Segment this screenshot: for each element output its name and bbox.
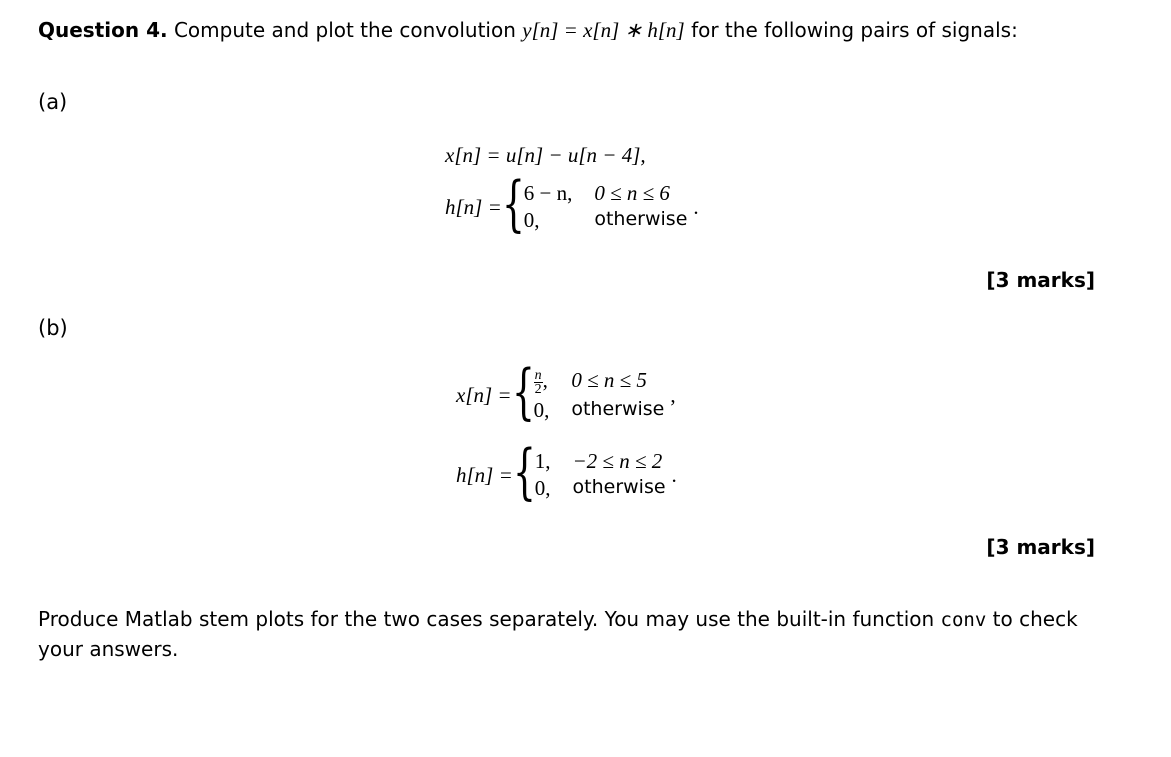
part-b-h-case-2-value: 0, [534, 476, 551, 500]
part-a-marks: [3 marks] [986, 268, 1095, 292]
part-b-x-cases [534, 368, 665, 423]
part-b-x-trail: , [670, 382, 676, 407]
part-b-h-cases [535, 449, 666, 501]
question-heading [38, 18, 1018, 43]
part-b-h-definition [456, 437, 677, 507]
part-a-label: (a) [38, 90, 68, 114]
part-a-h-case-1-value: 6 − n, [523, 181, 573, 205]
part-b-x-case-1-suffix: , [542, 368, 548, 392]
part-b-x-case-1-value [534, 368, 550, 396]
part-b-x-fraction-numerator: n [534, 367, 542, 383]
part-a-x-definition: x[n] = u[n] − u[n − 4], [445, 143, 646, 167]
question-text-after: for the following pairs of signals: [691, 18, 1018, 42]
part-b-x-brace: { [511, 357, 535, 428]
part-b-x-lhs: x[n] = [456, 382, 512, 407]
closing-instructions [38, 605, 1103, 664]
part-b-h-case-1-value: 1, [534, 449, 551, 473]
part-a-h-case-1-condition: 0 ≤ n ≤ 6 [594, 181, 670, 205]
closing-code: conv [940, 609, 987, 631]
part-b-x-case-2-value: 0, [533, 397, 550, 422]
part-b-h-lhs: h[n] = [456, 462, 513, 487]
part-b-h-trail: . [671, 462, 677, 487]
part-b-label: (b) [38, 316, 68, 340]
part-b-h-brace: { [512, 437, 536, 507]
part-b-x-case-2-condition: otherwise [571, 397, 665, 420]
part-b-h-case-1-condition: −2 ≤ n ≤ 2 [572, 449, 663, 473]
part-b-marks: [3 marks] [986, 535, 1095, 559]
part-a-h-trail: . [693, 194, 699, 219]
part-a-h-definition [445, 169, 699, 239]
part-a-h-brace: { [501, 169, 525, 239]
part-a-h-cases [524, 181, 688, 233]
closing-text-after: to check your answers. [38, 607, 1078, 661]
closing-text-before: Produce Matlab stem plots for the two cases separately. You may use the built-in function [38, 607, 935, 631]
question-math: y[n] = x[n] ∗ h[n] [522, 18, 685, 42]
part-b-x-case-1-condition: 0 ≤ n ≤ 5 [571, 368, 647, 392]
part-b-h-case-2-condition: otherwise [572, 476, 666, 498]
part-b-x-fraction [534, 369, 543, 396]
part-a-h-lhs: h[n] = [445, 194, 502, 219]
part-a-h-case-2-value: 0, [523, 208, 540, 232]
question-text-before: Compute and plot the convolution [173, 18, 516, 42]
part-b-x-fraction-denominator: 2 [534, 381, 542, 397]
part-b-x-definition [456, 357, 676, 428]
part-a-h-case-2-condition: otherwise [594, 208, 688, 230]
question-number: Question 4. [38, 18, 168, 42]
